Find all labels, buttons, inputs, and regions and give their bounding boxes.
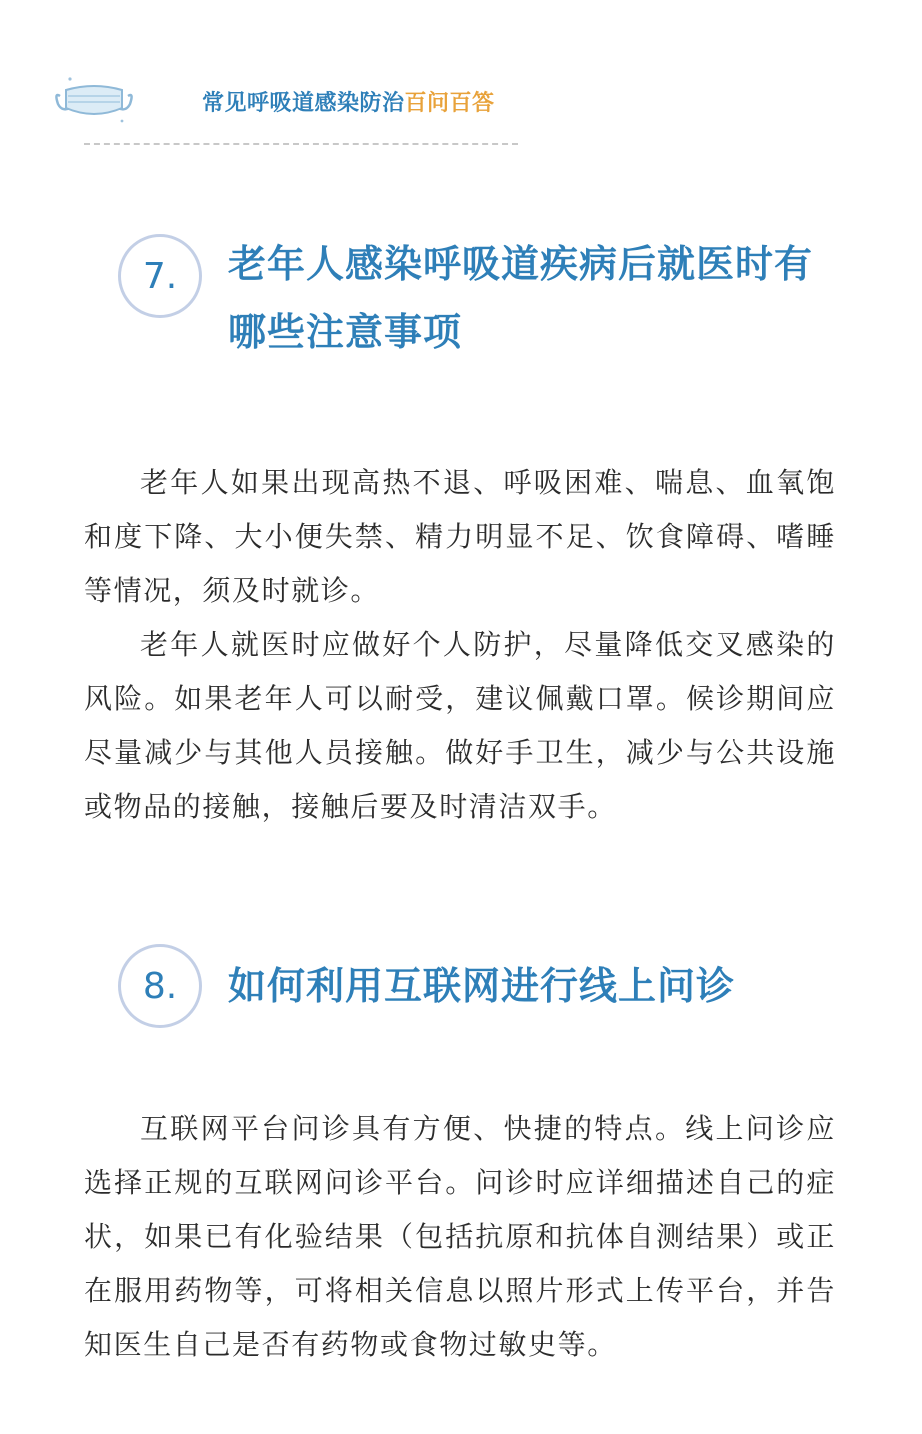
question-8-heading — [118, 944, 858, 1034]
question-number-badge: 8. — [118, 944, 202, 1028]
header-divider — [84, 143, 518, 145]
question-number-badge: 7. — [118, 234, 202, 318]
question-title: 如何利用互联网进行线上问诊 — [228, 964, 736, 1008]
answer-8 — [84, 1102, 836, 1372]
answer-paragraph: 老年人就医时应做好个人防护，尽量降低交叉感染的风险。如果老年人可以耐受，建议佩戴口罩。候诊期间应尽量减少与其他人员接触。做好手卫生，减少与公共设施或物品的接触，接触后要及时清洁双手。 — [84, 628, 836, 823]
question-title: 老年人感染呼吸道疾病后就医时有哪些注意事项 — [228, 242, 814, 354]
face-mask-icon — [52, 74, 136, 126]
answer-7 — [84, 456, 836, 834]
answer-paragraph: 互联网平台问诊具有方便、快捷的特点。线上问诊应选择正规的互联网问诊平台。问诊时应详细描述自己的症状，如果已有化验结果（包括抗原和抗体自测结果）或正在服用药物等，可将相关信息以照片形式上传平台，并告知医生自己是否有药物或食物过敏史等。 — [84, 1112, 836, 1361]
question-7-heading — [118, 234, 858, 384]
page-header — [52, 70, 522, 150]
answer-paragraph: 老年人如果出现高热不退、呼吸困难、喘息、血氧饱和度下降、大小便失禁、精力明显不足、饮食障碍、嗜睡等情况，须及时就诊。 — [84, 466, 836, 607]
book-title: 常见呼吸道感染防治百问百答 — [202, 90, 495, 116]
